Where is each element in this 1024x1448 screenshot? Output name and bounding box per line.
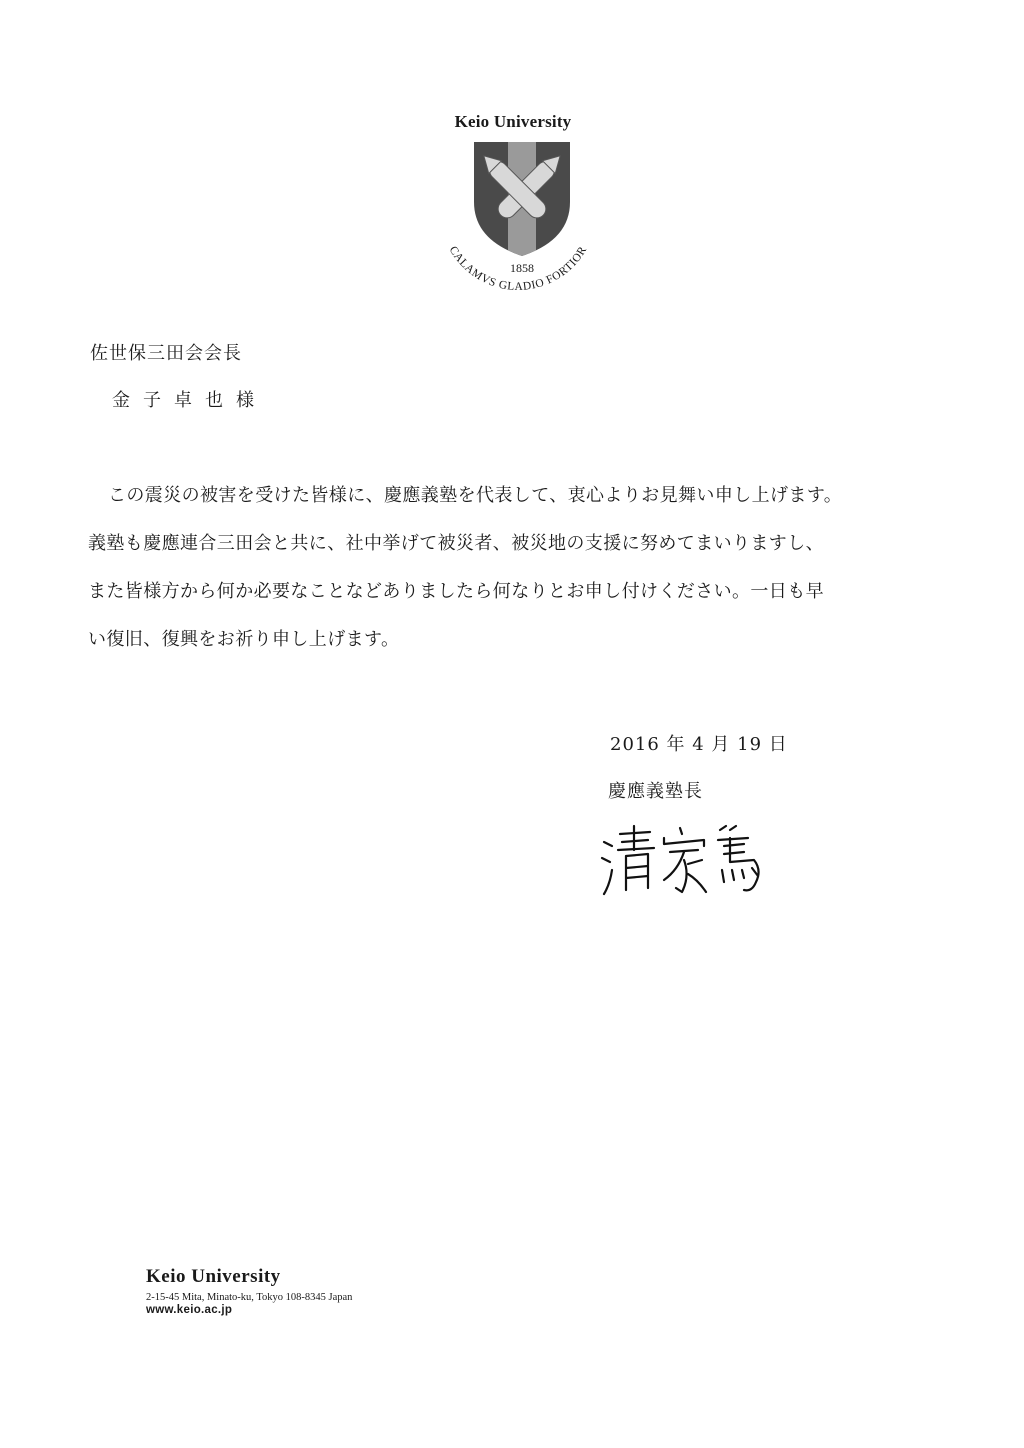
addressee-organization: 佐世保三田会会長 [90,343,242,364]
footer [146,1266,352,1316]
handwritten-signature [598,820,778,900]
header-university-name: Keio University [454,112,572,131]
letter-body [88,482,958,674]
addressee-name: 金子卓也様 [112,390,267,411]
footer-address: 2-15-45 Mita, Minato-ku, Tokyo 108-8345 Japan [146,1292,353,1303]
crest-motto: CALAMVS GLADIO FORTIOR [446,244,590,294]
body-line-4: い復旧、復興をお祈り申し上げます。 [88,629,400,650]
signer-title: 慶應義塾長 [608,781,703,802]
body-line-3: また皆様方から何か必要なことなどありましたら何なりとお申し付けください。一日も早 [88,581,824,602]
body-line-2: 義塾も慶應連合三田会と共に、社中挙げて被災者、被災地の支援に努めてまいりますし、 [88,533,824,554]
keio-crest-icon [424,132,604,297]
letter-date: 2016 年 4 月 19 日 [610,734,788,755]
crest-year: 1858 [510,261,534,275]
footer-university-name: Keio University [146,1266,281,1287]
body-line-1: この震災の被害を受けた皆様に、慶應義塾を代表して、衷心よりお見舞い申し上げます。 [108,485,843,506]
footer-website: www.keio.ac.jp [146,1304,233,1316]
